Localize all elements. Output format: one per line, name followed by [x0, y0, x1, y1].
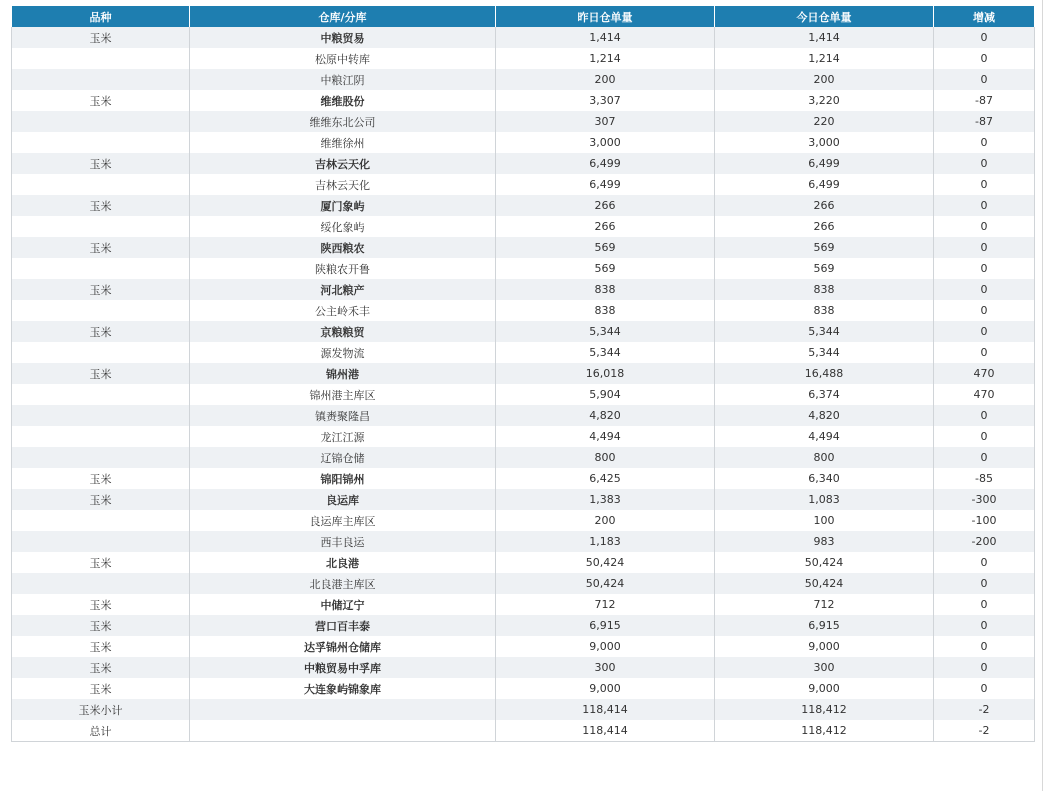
cell-change: -85 — [934, 468, 1035, 489]
cell-change: 0 — [934, 321, 1035, 342]
cell-warehouse: 中储辽宁 — [190, 594, 496, 615]
cell-change: 470 — [934, 363, 1035, 384]
cell-today-volume: 6,374 — [715, 384, 934, 405]
cell-change: 0 — [934, 573, 1035, 594]
table-row — [12, 636, 1035, 657]
cell-yesterday-volume: 9,000 — [496, 636, 715, 657]
header-row — [12, 6, 1035, 27]
cell-change: 470 — [934, 384, 1035, 405]
cell-yesterday-volume: 4,494 — [496, 426, 715, 447]
cell-today-volume: 569 — [715, 237, 934, 258]
cell-variety: 玉米 — [12, 594, 190, 615]
cell-change: 0 — [934, 69, 1035, 90]
cell-warehouse: 大连象屿锦象库 — [190, 678, 496, 699]
table-row — [12, 258, 1035, 279]
cell-yesterday-volume: 1,214 — [496, 48, 715, 69]
cell-warehouse: 公主岭禾丰 — [190, 300, 496, 321]
cell-change: 0 — [934, 657, 1035, 678]
cell-today-volume: 3,220 — [715, 90, 934, 111]
cell-warehouse: 中粮贸易中孚库 — [190, 657, 496, 678]
cell-warehouse: 维维东北公司 — [190, 111, 496, 132]
table-row — [12, 48, 1035, 69]
cell-warehouse: 维维股份 — [190, 90, 496, 111]
cell-change: -100 — [934, 510, 1035, 531]
cell-change: 0 — [934, 132, 1035, 153]
cell-yesterday-volume: 9,000 — [496, 678, 715, 699]
cell-yesterday-volume: 200 — [496, 510, 715, 531]
cell-today-volume: 300 — [715, 657, 934, 678]
cell-warehouse: 河北粮产 — [190, 279, 496, 300]
cell-yesterday-volume: 800 — [496, 447, 715, 468]
table-row — [12, 321, 1035, 342]
cell-variety: 玉米 — [12, 237, 190, 258]
cell-variety: 玉米 — [12, 279, 190, 300]
cell-today-volume: 1,083 — [715, 489, 934, 510]
table-body — [12, 27, 1035, 742]
cell-warehouse: 吉林云天化 — [190, 174, 496, 195]
cell-variety: 玉米 — [12, 657, 190, 678]
cell-change: -87 — [934, 90, 1035, 111]
cell-variety: 玉米 — [12, 552, 190, 573]
cell-yesterday-volume: 838 — [496, 300, 715, 321]
cell-change: 0 — [934, 216, 1035, 237]
cell-variety — [12, 405, 190, 426]
cell-change: 0 — [934, 405, 1035, 426]
cell-warehouse: 锦阳锦州 — [190, 468, 496, 489]
table-row — [12, 699, 1035, 720]
table-row — [12, 405, 1035, 426]
cell-yesterday-volume: 5,904 — [496, 384, 715, 405]
table-header — [12, 6, 1035, 27]
cell-warehouse: 营口百丰泰 — [190, 615, 496, 636]
cell-variety: 玉米 — [12, 90, 190, 111]
cell-change: 0 — [934, 153, 1035, 174]
cell-variety: 玉米 — [12, 615, 190, 636]
table-row — [12, 174, 1035, 195]
cell-warehouse: 源发物流 — [190, 342, 496, 363]
cell-change: 0 — [934, 615, 1035, 636]
cell-change: -2 — [934, 699, 1035, 720]
cell-today-volume: 3,000 — [715, 132, 934, 153]
cell-variety — [12, 111, 190, 132]
cell-warehouse: 锦州港主库区 — [190, 384, 496, 405]
cell-change: 0 — [934, 552, 1035, 573]
cell-variety — [12, 216, 190, 237]
table-row — [12, 720, 1035, 742]
cell-yesterday-volume: 50,424 — [496, 552, 715, 573]
cell-yesterday-volume: 1,414 — [496, 27, 715, 48]
cell-today-volume: 1,414 — [715, 27, 934, 48]
cell-variety — [12, 258, 190, 279]
cell-yesterday-volume: 569 — [496, 237, 715, 258]
cell-warehouse: 北良港 — [190, 552, 496, 573]
cell-today-volume: 712 — [715, 594, 934, 615]
cell-yesterday-volume: 300 — [496, 657, 715, 678]
cell-yesterday-volume: 118,414 — [496, 699, 715, 720]
cell-yesterday-volume: 266 — [496, 195, 715, 216]
cell-change: 0 — [934, 300, 1035, 321]
table-row — [12, 27, 1035, 48]
cell-today-volume: 1,214 — [715, 48, 934, 69]
cell-change: 0 — [934, 678, 1035, 699]
cell-today-volume: 9,000 — [715, 678, 934, 699]
cell-change: 0 — [934, 447, 1035, 468]
table-row — [12, 279, 1035, 300]
cell-variety — [12, 300, 190, 321]
table-row — [12, 342, 1035, 363]
table-row — [12, 531, 1035, 552]
table-row — [12, 594, 1035, 615]
cell-warehouse: 镇赉聚隆昌 — [190, 405, 496, 426]
table-row — [12, 573, 1035, 594]
scrollbar-edge — [1042, 0, 1043, 791]
cell-today-volume: 50,424 — [715, 552, 934, 573]
table-row — [12, 678, 1035, 699]
cell-variety: 玉米小计 — [12, 699, 190, 720]
cell-change: 0 — [934, 594, 1035, 615]
cell-variety — [12, 573, 190, 594]
table-row — [12, 615, 1035, 636]
cell-variety: 玉米 — [12, 363, 190, 384]
cell-change: 0 — [934, 27, 1035, 48]
cell-warehouse: 陕西粮农 — [190, 237, 496, 258]
cell-warehouse: 京粮粮贸 — [190, 321, 496, 342]
cell-variety: 总计 — [12, 720, 190, 742]
cell-change: 0 — [934, 48, 1035, 69]
cell-yesterday-volume: 5,344 — [496, 342, 715, 363]
cell-change: -2 — [934, 720, 1035, 742]
table-row — [12, 216, 1035, 237]
cell-today-volume: 16,488 — [715, 363, 934, 384]
table-row — [12, 69, 1035, 90]
cell-today-volume: 4,820 — [715, 405, 934, 426]
header-change[interactable]: 增减 — [934, 6, 1035, 27]
table-row — [12, 384, 1035, 405]
cell-variety — [12, 531, 190, 552]
cell-variety — [12, 510, 190, 531]
table-row — [12, 195, 1035, 216]
cell-warehouse: 辽锦仓储 — [190, 447, 496, 468]
cell-today-volume: 118,412 — [715, 720, 934, 742]
cell-yesterday-volume: 266 — [496, 216, 715, 237]
cell-today-volume: 800 — [715, 447, 934, 468]
cell-today-volume: 5,344 — [715, 321, 934, 342]
cell-today-volume: 6,499 — [715, 174, 934, 195]
cell-change: 0 — [934, 279, 1035, 300]
header-variety[interactable]: 品种 — [12, 6, 190, 27]
table-row — [12, 90, 1035, 111]
cell-yesterday-volume: 307 — [496, 111, 715, 132]
table-row — [12, 111, 1035, 132]
cell-yesterday-volume: 6,915 — [496, 615, 715, 636]
cell-warehouse: 锦州港 — [190, 363, 496, 384]
cell-yesterday-volume: 712 — [496, 594, 715, 615]
cell-variety — [12, 426, 190, 447]
header-today-volume[interactable]: 今日仓单量 — [715, 6, 934, 27]
cell-today-volume: 118,412 — [715, 699, 934, 720]
table-row — [12, 300, 1035, 321]
table-row — [12, 510, 1035, 531]
cell-variety — [12, 69, 190, 90]
cell-warehouse: 松原中转库 — [190, 48, 496, 69]
cell-yesterday-volume: 118,414 — [496, 720, 715, 742]
cell-today-volume: 100 — [715, 510, 934, 531]
cell-yesterday-volume: 5,344 — [496, 321, 715, 342]
cell-variety: 玉米 — [12, 468, 190, 489]
cell-yesterday-volume: 6,499 — [496, 153, 715, 174]
cell-change: 0 — [934, 258, 1035, 279]
cell-change: 0 — [934, 426, 1035, 447]
cell-today-volume: 6,340 — [715, 468, 934, 489]
table-row — [12, 447, 1035, 468]
cell-yesterday-volume: 569 — [496, 258, 715, 279]
cell-variety — [12, 132, 190, 153]
cell-warehouse: 良运库主库区 — [190, 510, 496, 531]
cell-yesterday-volume: 6,425 — [496, 468, 715, 489]
cell-change: 0 — [934, 237, 1035, 258]
header-warehouse[interactable]: 仓库/分库 — [190, 6, 496, 27]
cell-variety: 玉米 — [12, 153, 190, 174]
cell-yesterday-volume: 200 — [496, 69, 715, 90]
cell-today-volume: 266 — [715, 216, 934, 237]
table-row — [12, 237, 1035, 258]
cell-today-volume: 200 — [715, 69, 934, 90]
cell-variety — [12, 384, 190, 405]
cell-today-volume: 220 — [715, 111, 934, 132]
table-row — [12, 153, 1035, 174]
table-row — [12, 132, 1035, 153]
cell-variety: 玉米 — [12, 636, 190, 657]
cell-warehouse — [190, 720, 496, 742]
cell-warehouse: 北良港主库区 — [190, 573, 496, 594]
cell-today-volume: 6,915 — [715, 615, 934, 636]
cell-change: 0 — [934, 636, 1035, 657]
cell-warehouse: 中粮贸易 — [190, 27, 496, 48]
cell-variety — [12, 447, 190, 468]
cell-today-volume: 569 — [715, 258, 934, 279]
table-row — [12, 657, 1035, 678]
cell-change: 0 — [934, 342, 1035, 363]
cell-change: -300 — [934, 489, 1035, 510]
cell-variety — [12, 48, 190, 69]
table-row — [12, 552, 1035, 573]
cell-yesterday-volume: 1,183 — [496, 531, 715, 552]
cell-variety: 玉米 — [12, 27, 190, 48]
cell-change: 0 — [934, 174, 1035, 195]
cell-warehouse: 陕粮农开鲁 — [190, 258, 496, 279]
cell-variety: 玉米 — [12, 195, 190, 216]
cell-warehouse: 龙江江源 — [190, 426, 496, 447]
table-row — [12, 468, 1035, 489]
cell-warehouse: 西丰良运 — [190, 531, 496, 552]
cell-yesterday-volume: 3,307 — [496, 90, 715, 111]
cell-today-volume: 5,344 — [715, 342, 934, 363]
table-row — [12, 426, 1035, 447]
cell-variety — [12, 342, 190, 363]
cell-variety: 玉米 — [12, 678, 190, 699]
warehouse-receipt-table — [11, 6, 1035, 742]
cell-change: -200 — [934, 531, 1035, 552]
cell-today-volume: 838 — [715, 279, 934, 300]
cell-warehouse: 维维徐州 — [190, 132, 496, 153]
cell-warehouse: 绥化象屿 — [190, 216, 496, 237]
cell-today-volume: 983 — [715, 531, 934, 552]
cell-change: -87 — [934, 111, 1035, 132]
cell-variety — [12, 174, 190, 195]
cell-today-volume: 838 — [715, 300, 934, 321]
cell-change: 0 — [934, 195, 1035, 216]
cell-today-volume: 4,494 — [715, 426, 934, 447]
cell-yesterday-volume: 4,820 — [496, 405, 715, 426]
cell-today-volume: 266 — [715, 195, 934, 216]
cell-yesterday-volume: 6,499 — [496, 174, 715, 195]
table-row — [12, 489, 1035, 510]
cell-warehouse: 厦门象屿 — [190, 195, 496, 216]
cell-variety: 玉米 — [12, 321, 190, 342]
cell-today-volume: 6,499 — [715, 153, 934, 174]
cell-yesterday-volume: 16,018 — [496, 363, 715, 384]
cell-warehouse — [190, 699, 496, 720]
cell-yesterday-volume: 50,424 — [496, 573, 715, 594]
cell-warehouse: 达孚锦州仓储库 — [190, 636, 496, 657]
cell-variety: 玉米 — [12, 489, 190, 510]
cell-warehouse: 吉林云天化 — [190, 153, 496, 174]
cell-today-volume: 9,000 — [715, 636, 934, 657]
cell-yesterday-volume: 838 — [496, 279, 715, 300]
table-row — [12, 363, 1035, 384]
cell-warehouse: 中粮江阴 — [190, 69, 496, 90]
cell-yesterday-volume: 1,383 — [496, 489, 715, 510]
header-yesterday-volume[interactable]: 昨日仓单量 — [496, 6, 715, 27]
cell-warehouse: 良运库 — [190, 489, 496, 510]
cell-today-volume: 50,424 — [715, 573, 934, 594]
cell-yesterday-volume: 3,000 — [496, 132, 715, 153]
